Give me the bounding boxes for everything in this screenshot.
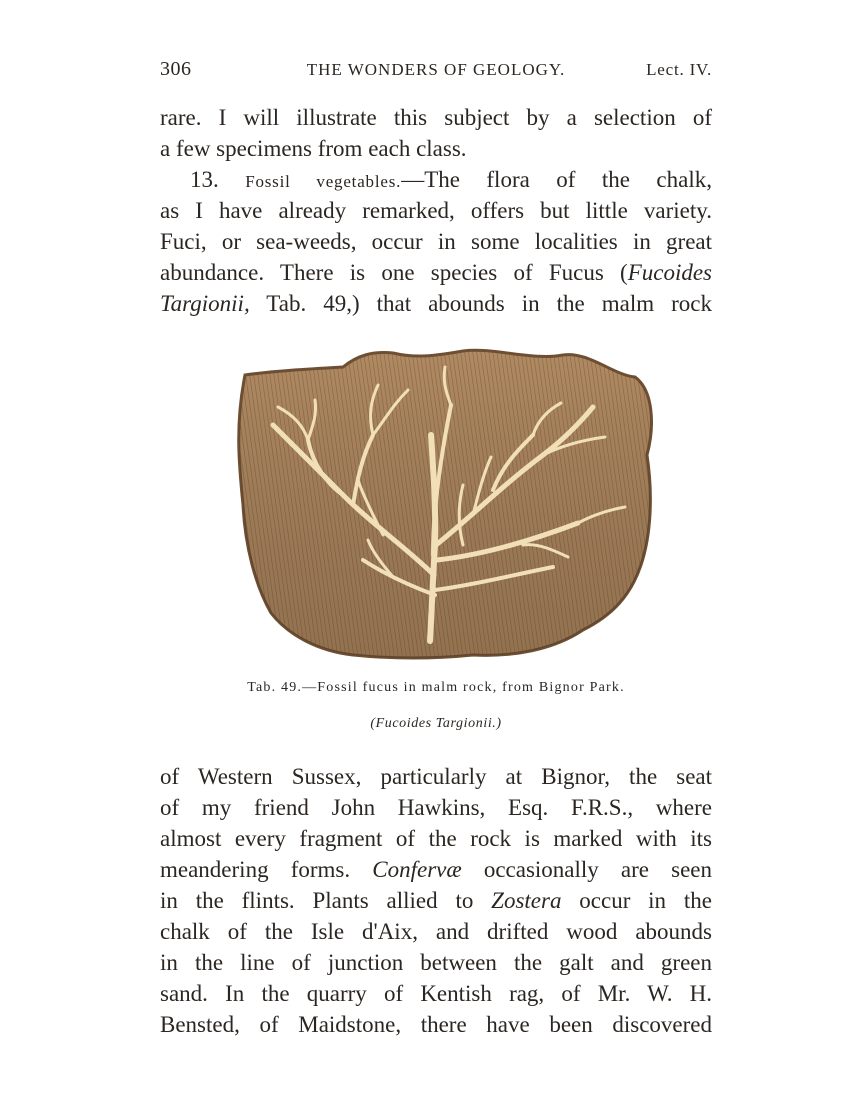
italic-species-name: Fucoides (627, 260, 712, 285)
italic-genus-name: Zostera (491, 888, 562, 913)
body-text-bottom (160, 761, 712, 1040)
text-line: rare. I will illustrate this subject by a selection of (160, 105, 712, 130)
figure-species-caption: (Fucoides Targionii.) (370, 716, 502, 731)
italic-species-name: Targionii, (160, 291, 250, 316)
section-heading: Fossil vegetables. (245, 172, 402, 191)
text-span: —The flora of the chalk, (401, 167, 712, 192)
italic-genus-name: Confervæ (372, 857, 462, 882)
body-text-top (160, 102, 712, 319)
text-span: meandering forms. (160, 857, 373, 882)
text-line (160, 257, 712, 288)
text-line: sand. In the quarry of Kentish rag, of Mr. W. H. (160, 981, 712, 1006)
text-span: abundance. There is one species of Fucus ( (160, 260, 628, 285)
fossil-fucus-engraving (233, 345, 658, 663)
text-span: occasionally are seen (461, 857, 712, 882)
running-head (160, 58, 712, 86)
text-line: Bensted, of Maidstone, there have been discovered (160, 1012, 712, 1037)
text-line (160, 854, 712, 885)
lecture-number: Lect. IV. (646, 60, 712, 79)
text-line: Fuci, or sea-weeds, occur in some localities in great (160, 229, 712, 254)
text-line: in the line of junction between the galt and green (160, 950, 712, 975)
text-line: a few specimens from each class. (160, 136, 467, 161)
text-line: of my friend John Hawkins, Esq. F.R.S., where (160, 795, 712, 820)
section-heading-line (160, 164, 712, 195)
text-line (160, 885, 712, 916)
figure-caption: Tab. 49.—Fossil fucus in malm rock, from Bignor Park. (247, 680, 625, 695)
text-line: almost every fragment of the rock is marked with its (160, 826, 712, 851)
text-line: as I have already remarked, offers but little variety. (160, 198, 712, 223)
running-title: THE WONDERS OF GEOLOGY. (306, 60, 566, 79)
text-line (160, 288, 712, 319)
section-number: 13. (190, 167, 246, 192)
text-span: occur in the (561, 888, 712, 913)
text-line: of Western Sussex, particularly at Bignor, the seat (160, 764, 712, 789)
text-span: in the flints. Plants allied to (160, 888, 492, 913)
text-line: chalk of the Isle d'Aix, and drifted wood abounds (160, 919, 712, 944)
page-number: 306 (160, 58, 192, 80)
text-span: Tab. 49,) that abounds in the malm rock (249, 291, 712, 316)
